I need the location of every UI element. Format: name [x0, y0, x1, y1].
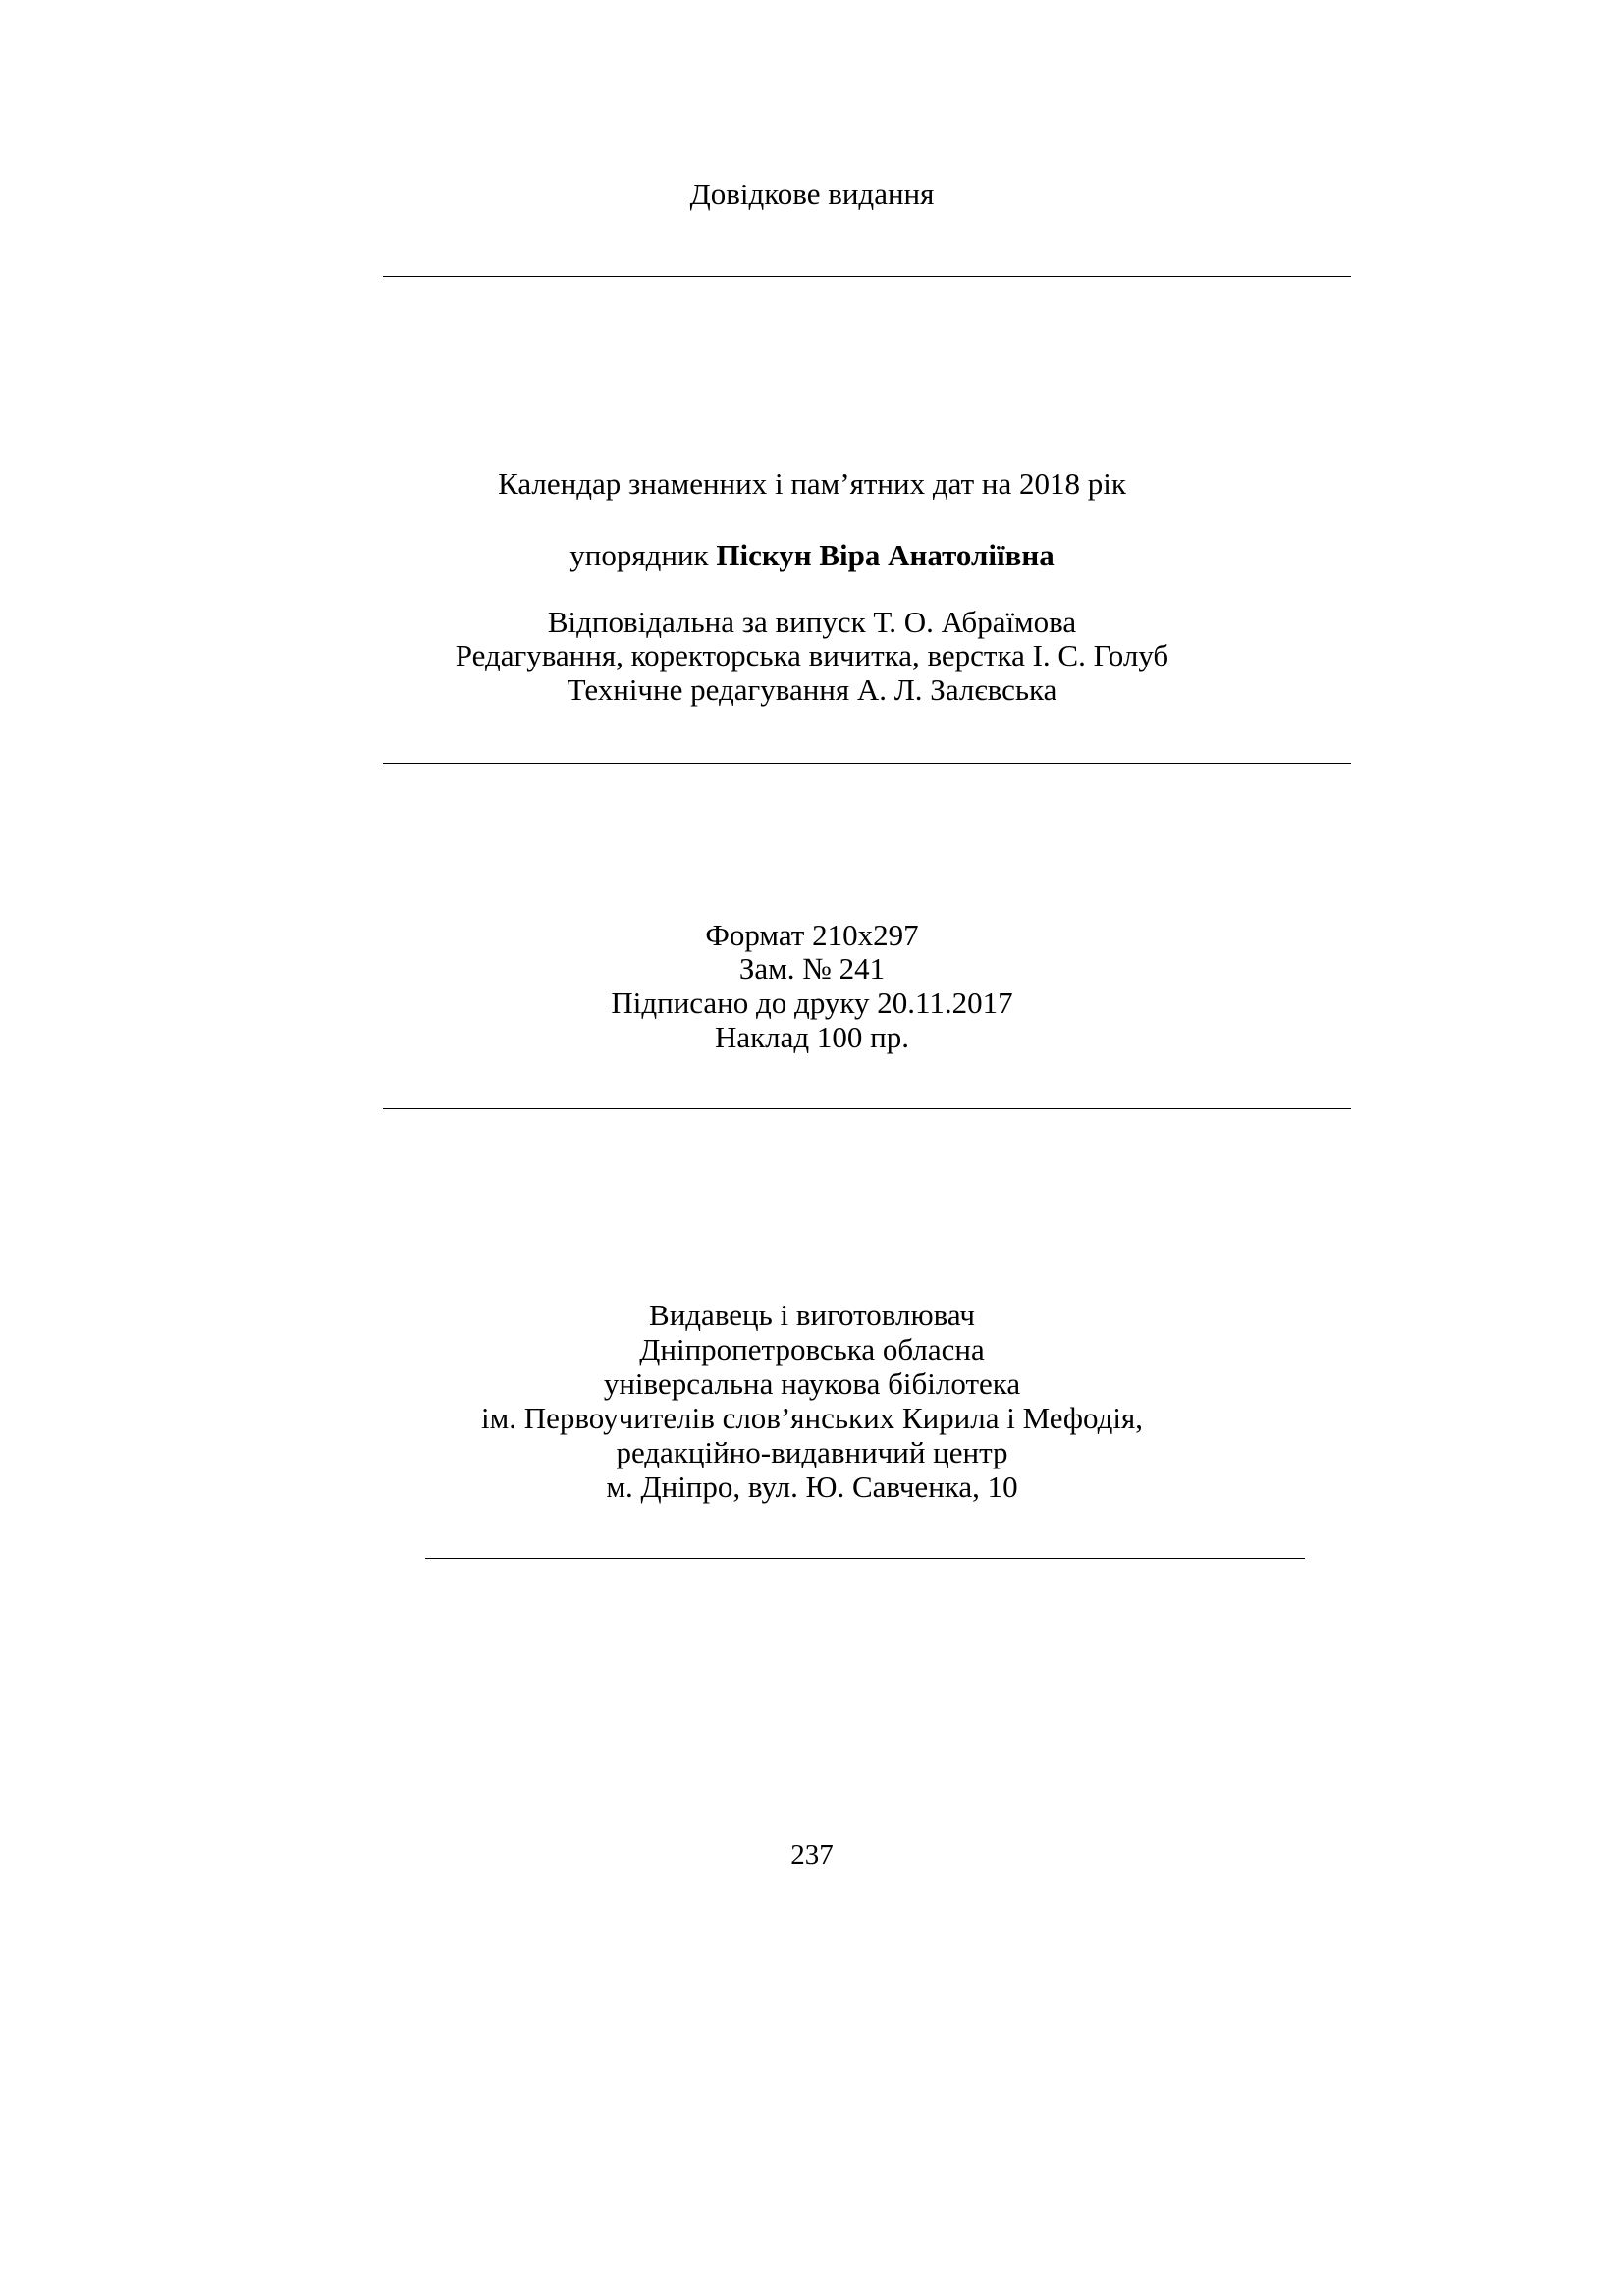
- publisher-line-1: Видавець і виготовлювач: [649, 1298, 975, 1332]
- publisher-line-4: ім. Первоучителів слов’янських Кирила і Мефодія,: [481, 1401, 1143, 1435]
- compiler-line: [0, 538, 1624, 573]
- credit-tech-editing: Технічне редагування А. Л. Залєвська: [567, 672, 1057, 707]
- compiler-prefix: упорядник: [569, 538, 717, 572]
- credit-editing: Редагування, коректорська вичитка, верстка І. С. Голуб: [455, 638, 1169, 672]
- divider-3: [383, 1108, 1351, 1109]
- divider-1: [383, 276, 1351, 277]
- divider-4: [425, 1558, 1305, 1559]
- divider-2: [383, 763, 1351, 764]
- compiler-name: Піскун Віра Анатоліївна: [716, 538, 1055, 572]
- print-signed: Підписано до друку 20.11.2017: [611, 986, 1013, 1020]
- page-number: 237: [790, 1840, 834, 1871]
- publisher-line-6: м. Дніпро, вул. Ю. Савченка, 10: [606, 1469, 1018, 1504]
- print-format: Формат 210х297: [705, 918, 919, 952]
- document-title: Календар знаменних і пам’ятних дат на 2018 рік: [498, 466, 1126, 501]
- edition-type: Довідкове видання: [689, 177, 935, 211]
- publisher-line-2: Дніпропетровська обласна: [639, 1332, 985, 1366]
- print-circulation: Наклад 100 пр.: [714, 1020, 910, 1054]
- credit-responsible: Відповідальна за випуск Т. О. Абраїмова: [547, 605, 1077, 639]
- publisher-line-5: редакційно-видавничий центр: [616, 1435, 1008, 1469]
- print-order: Зам. № 241: [738, 951, 886, 986]
- publisher-line-3: універсальна наукова бібілотека: [603, 1366, 1021, 1401]
